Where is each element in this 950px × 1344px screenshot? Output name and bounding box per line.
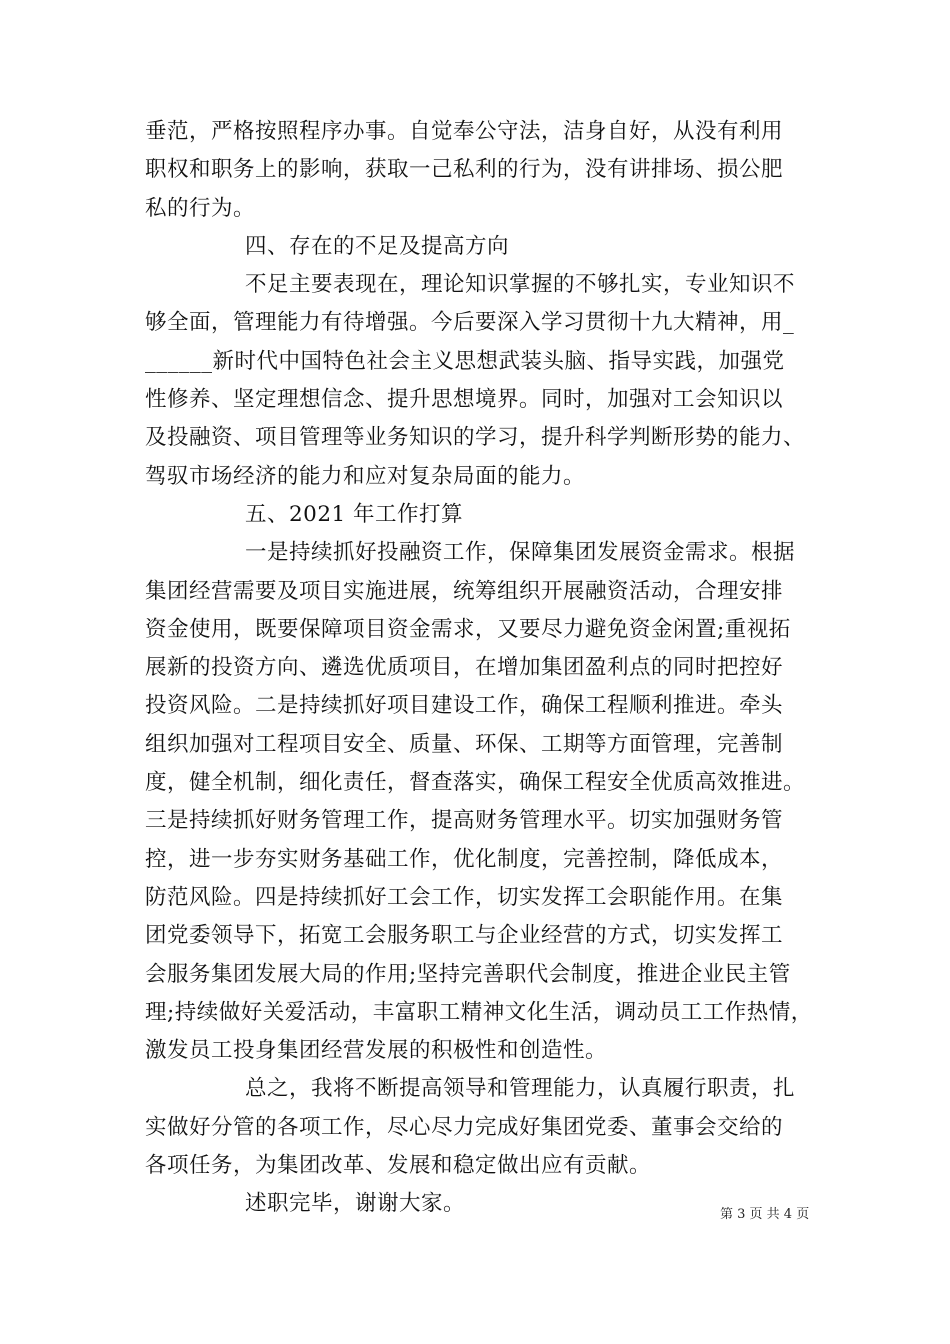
text-line: 垂范，严格按照程序办事。自觉奉公守法，洁身自好，从没有利用 bbox=[145, 119, 784, 144]
text-line: 不足主要表现在，理论知识掌握的不够扎实，专业知识不 bbox=[245, 272, 796, 298]
text-line: 展新的投资方向、遴选优质项目，在增加集团盈利点的同时把控好 bbox=[145, 655, 784, 681]
section-heading-5: 五、2021 年工作打算 bbox=[245, 501, 464, 527]
text-line: 及投融资、项目管理等业务知识的学习，提升科学判断形势的能力、 bbox=[145, 425, 806, 451]
text-line: 职权和职务上的影响，获取一己私利的行为，没有讲排场、损公肥 bbox=[145, 157, 784, 183]
text-line: 资金使用，既要保障项目资金需求，又要尽力避免资金闲置;重视拓 bbox=[145, 616, 791, 642]
text-line: 实做好分管的各项工作，尽心尽力完成好集团党委、董事会交给的 bbox=[145, 1114, 784, 1140]
text-line: 驾驭市场经济的能力和应对复杂局面的能力。 bbox=[145, 463, 586, 489]
text-line: 度，健全机制，细化责任，督查落实，确保工程安全优质高效推进。 bbox=[145, 770, 806, 796]
text-line: 各项任务，为集团改革、发展和稳定做出应有贡献。 bbox=[145, 1153, 652, 1179]
text-line: 一是持续抓好投融资工作，保障集团发展资金需求。根据 bbox=[245, 540, 796, 566]
section-heading-4: 四、存在的不足及提高方向 bbox=[245, 233, 510, 259]
text-line: 性修养、坚定理想信念、提升思想境界。同时，加强对工会知识以 bbox=[145, 387, 784, 413]
text-line: 防范风险。四是持续抓好工会工作，切实发挥工会职能作用。在集 bbox=[145, 884, 784, 910]
text-line: 集团经营需要及项目实施进展，统筹组织开展融资活动，合理安排 bbox=[145, 578, 784, 604]
text-line: 三是持续抓好财务管理工作，提高财务管理水平。切实加强财务管 bbox=[145, 808, 784, 834]
text-line: 理;持续做好关爱活动，丰富职工精神文化生活，调动员工工作热情， bbox=[145, 999, 813, 1025]
text-line: 投资风险。二是持续抓好项目建设工作，确保工程顺利推进。牵头 bbox=[145, 693, 784, 719]
text-line: ______新时代中国特色社会主义思想武装头脑、指导实践，加强党 bbox=[145, 348, 785, 374]
text-line: 总之，我将不断提高领导和管理能力，认真履行职责，扎 bbox=[245, 1076, 796, 1102]
body-text bbox=[145, 113, 813, 1224]
text-line: 会服务集团发展大局的作用;坚持完善职代会制度，推进企业民主管 bbox=[145, 961, 791, 987]
text-line: 私的行为。 bbox=[145, 195, 256, 221]
page-number-footer: 第 3 页 共 4 页 bbox=[720, 1207, 810, 1222]
text-line: 组织加强对工程项目安全、质量、环保、工期等方面管理，完善制 bbox=[145, 731, 784, 757]
text-line: 激发员工投身集团经营发展的积极性和创造性。 bbox=[145, 1038, 608, 1064]
closing-line: 述职完毕，谢谢大家。 bbox=[245, 1191, 466, 1217]
text-line: 控，进一步夯实财务基础工作，优化制度，完善控制，降低成本， bbox=[145, 846, 784, 872]
text-line: 团党委领导下，拓宽工会服务职工与企业经营的方式，切实发挥工 bbox=[145, 923, 784, 949]
text-line: 够全面，管理能力有待增强。今后要深入学习贯彻十九大精神，用_ bbox=[145, 310, 795, 336]
